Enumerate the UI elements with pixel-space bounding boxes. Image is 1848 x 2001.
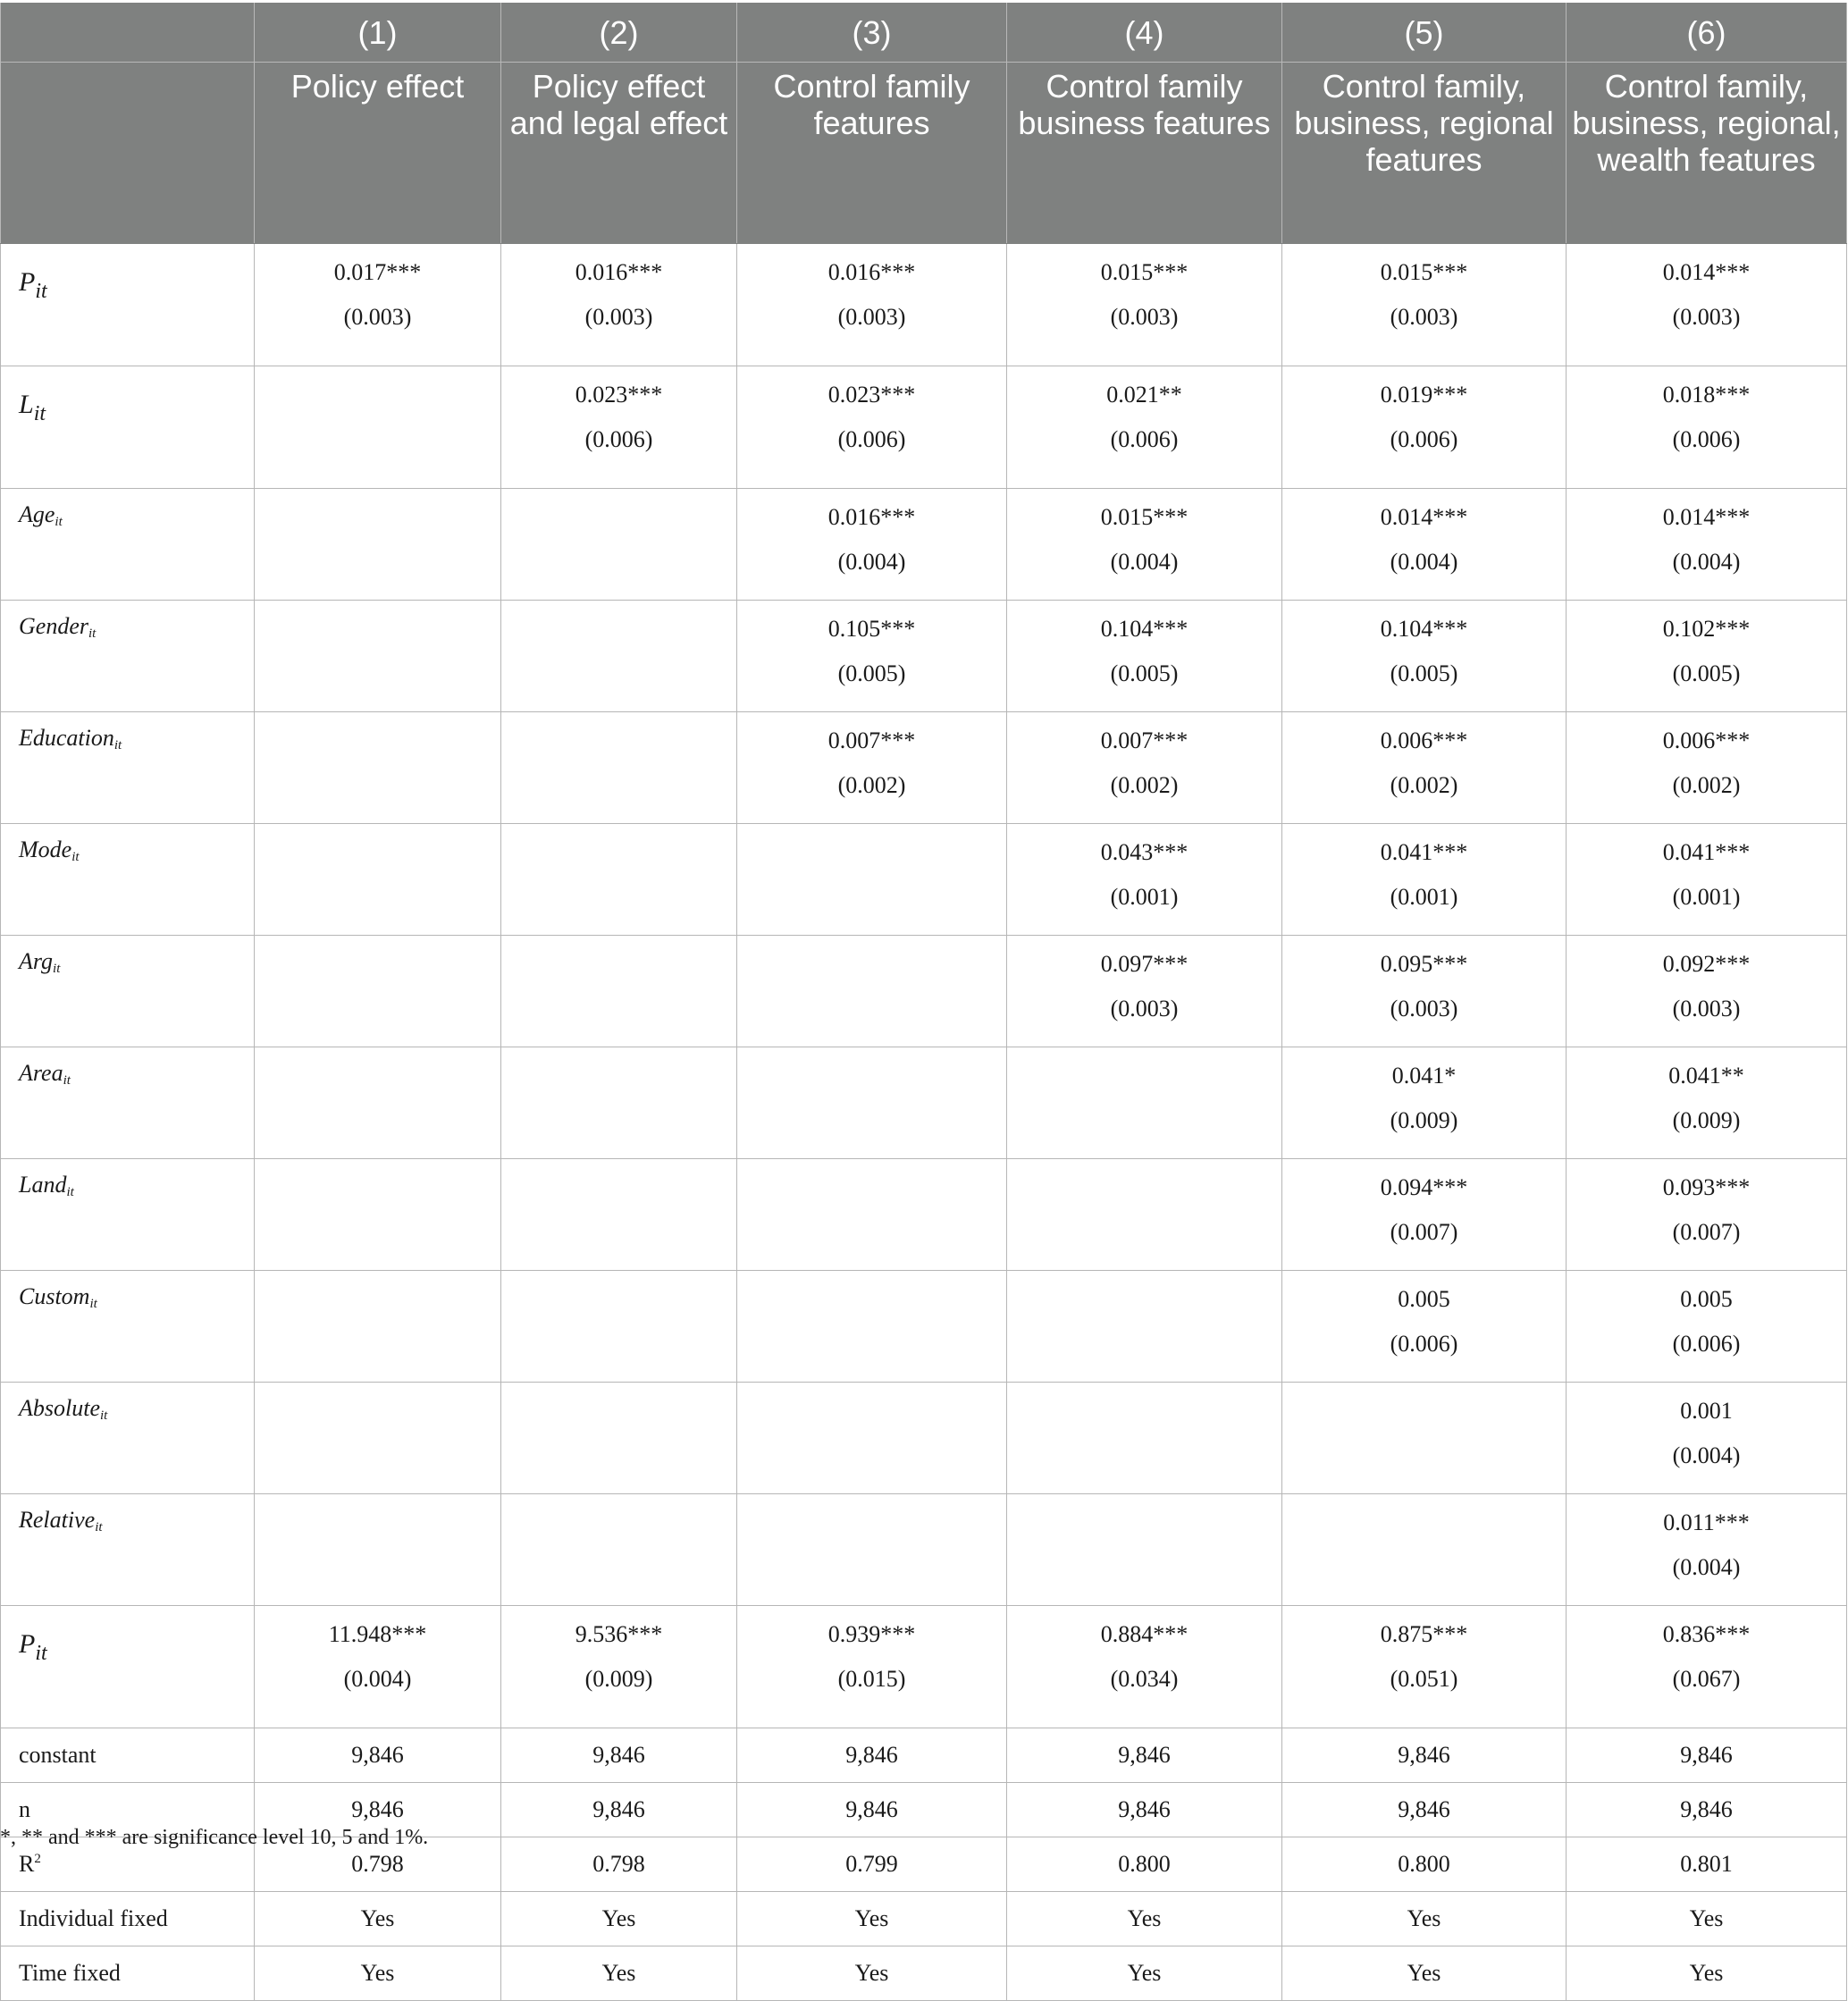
stat-cell: Yes (1282, 1892, 1567, 1946)
coefficient-cell (1282, 1047, 1567, 1159)
variable-base: L (19, 390, 34, 419)
variable-base: Gender (19, 613, 88, 639)
coefficient-estimate: 0.104*** (1380, 616, 1468, 642)
variable-name (1, 1494, 255, 1606)
row-label-text: n (19, 1796, 30, 1822)
stat-cell: 9,846 (1007, 1728, 1282, 1783)
coefficient-cell (1282, 489, 1567, 601)
variable-base: Relative (19, 1507, 96, 1533)
standard-error: (0.007) (1390, 1219, 1458, 1245)
table-row (1, 1606, 1847, 1728)
coefficient-cell (1007, 1047, 1282, 1159)
coefficient-cell (1007, 1271, 1282, 1383)
coefficient-estimate: 0.041* (1391, 1063, 1457, 1089)
standard-error: (0.006) (1110, 426, 1179, 452)
stat-cell: Yes (737, 1946, 1007, 2001)
table-row (1, 1946, 1847, 2001)
table-row (1, 1047, 1847, 1159)
coefficient-cell (501, 1383, 737, 1494)
coefficient-cell (255, 936, 501, 1047)
coefficient-cell (1567, 601, 1847, 712)
column-label: Control family, business, regional features (1282, 63, 1567, 244)
standard-error: (0.002) (1110, 772, 1179, 798)
coefficient-cell (1567, 1383, 1847, 1494)
table-header (1, 3, 1847, 244)
coefficient-estimate: 0.019*** (1380, 382, 1468, 408)
coefficient-cell (501, 366, 737, 489)
standard-error: (0.003) (837, 304, 906, 330)
coefficient-estimate: 0.023*** (575, 382, 663, 408)
standard-error: (0.003) (1672, 304, 1741, 330)
table-row (1, 712, 1847, 824)
stat-cell: Yes (255, 1892, 501, 1946)
standard-error: (0.004) (1672, 1442, 1741, 1468)
coefficient-estimate: 0.014*** (1662, 504, 1751, 530)
row-label (1, 1946, 255, 2001)
variable-base: Land (19, 1172, 67, 1198)
coefficient-estimate: 0.016*** (827, 504, 916, 530)
standard-error: (0.005) (837, 660, 906, 686)
stat-cell: 9,846 (737, 1728, 1007, 1783)
variable-base: Age (19, 501, 55, 527)
coefficient-estimate: 0.007*** (827, 727, 916, 753)
variable-base: Education (19, 725, 114, 751)
significance-footnote: *, ** and *** are significance level 10, 5 and 1%. (0, 1826, 429, 1849)
coefficient-cell (501, 1606, 737, 1728)
stat-cell: Yes (1007, 1892, 1282, 1946)
coefficient-cell (737, 601, 1007, 712)
coefficient-cell (255, 244, 501, 366)
column-number: (3) (737, 3, 1007, 63)
coefficient-cell (1007, 1383, 1282, 1494)
variable-subscript: it (35, 280, 47, 303)
stat-cell: Yes (255, 1946, 501, 2001)
coefficient-cell (1567, 712, 1847, 824)
column-number: (1) (255, 3, 501, 63)
coefficient-estimate: 0.092*** (1662, 951, 1751, 977)
variable-subscript: it (35, 1642, 47, 1665)
coefficient-cell (255, 366, 501, 489)
row-label-text: Time fixed (19, 1960, 121, 1986)
coefficient-cell (255, 1494, 501, 1606)
coefficient-cell (1567, 1271, 1847, 1383)
coefficient-cell (1007, 936, 1282, 1047)
coefficient-estimate: 0.097*** (1100, 951, 1189, 977)
coefficient-estimate: 0.007*** (1100, 727, 1189, 753)
coefficient-cell (737, 1047, 1007, 1159)
stat-cell: 0.798 (255, 1837, 501, 1892)
coefficient-cell (255, 601, 501, 712)
coefficient-cell (1007, 366, 1282, 489)
stat-cell: 0.800 (1282, 1837, 1567, 1892)
table-row (1, 1494, 1847, 1606)
standard-error: (0.006) (1672, 1331, 1741, 1357)
coefficient-cell (501, 936, 737, 1047)
variable-subscript: it (33, 402, 46, 425)
stat-cell: Yes (501, 1946, 737, 2001)
coefficient-estimate: 0.094*** (1380, 1174, 1468, 1200)
standard-error: (0.009) (1672, 1107, 1741, 1133)
stat-cell: Yes (1282, 1946, 1567, 2001)
table-row (1, 936, 1847, 1047)
standard-error: (0.005) (1390, 660, 1458, 686)
stat-cell: 0.800 (1007, 1837, 1282, 1892)
standard-error: (0.003) (1390, 304, 1458, 330)
variable-subscript: it (55, 515, 63, 529)
coefficient-cell (737, 1383, 1007, 1494)
coefficient-estimate: 0.095*** (1380, 951, 1468, 977)
column-number-row (1, 3, 1847, 63)
coefficient-cell (1567, 1606, 1847, 1728)
coefficient-cell (1567, 824, 1847, 936)
table-row (1, 824, 1847, 936)
regression-table (0, 3, 1847, 2001)
coefficient-cell (737, 1271, 1007, 1383)
standard-error: (0.004) (1672, 549, 1741, 575)
coefficient-cell (501, 1047, 737, 1159)
coefficient-estimate: 0.884*** (1100, 1621, 1189, 1647)
header-corner (1, 3, 255, 63)
coefficient-cell (1007, 1494, 1282, 1606)
coefficient-cell (1282, 601, 1567, 712)
table-row (1, 489, 1847, 601)
stat-cell: Yes (1567, 1892, 1847, 1946)
standard-error: (0.003) (584, 304, 653, 330)
table-row (1, 1728, 1847, 1783)
coefficient-cell (1007, 712, 1282, 824)
variable-subscript: it (113, 738, 122, 752)
standard-error: (0.004) (837, 549, 906, 575)
coefficient-estimate: 0.016*** (575, 259, 663, 285)
column-label: Policy effect (255, 63, 501, 244)
standard-error: (0.034) (1110, 1666, 1179, 1692)
standard-error: (0.006) (1390, 1331, 1458, 1357)
stat-cell: 9,846 (501, 1783, 737, 1837)
column-label: Policy effect and legal effect (501, 63, 737, 244)
coefficient-cell (737, 936, 1007, 1047)
stat-cell: 9,846 (1567, 1728, 1847, 1783)
coefficient-cell (1282, 1494, 1567, 1606)
table-row (1, 366, 1847, 489)
standard-error: (0.067) (1672, 1666, 1741, 1692)
coefficient-cell (737, 824, 1007, 936)
coefficient-estimate: 0.016*** (827, 259, 916, 285)
coefficient-estimate: 0.006*** (1662, 727, 1751, 753)
coefficient-cell (737, 366, 1007, 489)
stat-cell: Yes (501, 1892, 737, 1946)
coefficient-cell (1282, 1271, 1567, 1383)
coefficient-cell (501, 712, 737, 824)
column-number: (4) (1007, 3, 1282, 63)
variable-name (1, 489, 255, 601)
coefficient-estimate: 0.011*** (1663, 1509, 1750, 1535)
coefficient-cell (1007, 1159, 1282, 1271)
standard-error: (0.007) (1672, 1219, 1741, 1245)
standard-error: (0.009) (1390, 1107, 1458, 1133)
coefficient-cell (1282, 1383, 1567, 1494)
coefficient-cell (737, 1606, 1007, 1728)
coefficient-estimate: 0.043*** (1100, 839, 1189, 865)
variable-base: P (19, 1629, 36, 1659)
variable-name (1, 1606, 255, 1728)
coefficient-cell (1007, 824, 1282, 936)
coefficient-cell (1282, 1159, 1567, 1271)
coefficient-estimate: 0.017*** (333, 259, 422, 285)
coefficient-cell (1567, 1047, 1847, 1159)
column-label-row (1, 63, 1847, 244)
standard-error: (0.003) (1390, 996, 1458, 1022)
standard-error: (0.002) (1672, 772, 1741, 798)
variable-subscript: it (66, 1185, 74, 1199)
coefficient-cell (1567, 489, 1847, 601)
coefficient-estimate: 0.041*** (1380, 839, 1468, 865)
stat-cell: 9,846 (255, 1728, 501, 1783)
variable-subscript: it (63, 1073, 71, 1088)
standard-error: (0.006) (1390, 426, 1458, 452)
standard-error: (0.006) (584, 426, 653, 452)
standard-error: (0.015) (837, 1666, 906, 1692)
row-label-text: Individual fixed (19, 1905, 168, 1931)
table-row (1, 1271, 1847, 1383)
coefficient-cell (255, 1047, 501, 1159)
coefficient-cell (1567, 1494, 1847, 1606)
stat-cell: 9,846 (1007, 1783, 1282, 1837)
coefficient-cell (255, 712, 501, 824)
standard-error: (0.001) (1672, 884, 1741, 910)
coefficient-estimate: 0.041*** (1662, 839, 1751, 865)
stat-cell: 9,846 (255, 1783, 501, 1837)
coefficient-cell (1567, 936, 1847, 1047)
standard-error: (0.004) (343, 1666, 412, 1692)
standard-error: (0.004) (1390, 549, 1458, 575)
variable-base: Custom (19, 1283, 90, 1309)
standard-error: (0.003) (1672, 996, 1741, 1022)
coefficient-cell (255, 1159, 501, 1271)
variable-name (1, 1159, 255, 1271)
standard-error: (0.006) (1672, 426, 1741, 452)
coefficient-cell (255, 824, 501, 936)
variable-name (1, 366, 255, 489)
standard-error: (0.005) (1672, 660, 1741, 686)
stat-cell: 9,846 (1567, 1783, 1847, 1837)
coefficient-cell (1567, 1159, 1847, 1271)
coefficient-cell (1282, 244, 1567, 366)
variable-base: Area (19, 1060, 63, 1086)
coefficient-cell (1007, 601, 1282, 712)
standard-error: (0.009) (584, 1666, 653, 1692)
coefficient-cell (255, 1383, 501, 1494)
coefficient-cell (501, 1159, 737, 1271)
variable-subscript: it (89, 1297, 97, 1311)
column-label: Control family features (737, 63, 1007, 244)
coefficient-cell (737, 712, 1007, 824)
variable-name (1, 936, 255, 1047)
header-corner (1, 63, 255, 244)
standard-error: (0.003) (1110, 304, 1179, 330)
standard-error: (0.003) (343, 304, 412, 330)
standard-error: (0.002) (837, 772, 906, 798)
coefficient-estimate: 0.015*** (1100, 504, 1189, 530)
coefficient-cell (255, 1606, 501, 1728)
coefficient-cell (1282, 1606, 1567, 1728)
coefficient-estimate: 9.536*** (575, 1621, 663, 1647)
variable-name (1, 1047, 255, 1159)
standard-error: (0.001) (1110, 884, 1179, 910)
coefficient-estimate: 0.105*** (827, 616, 916, 642)
variable-base: Mode (19, 837, 72, 862)
stat-cell: 0.799 (737, 1837, 1007, 1892)
coefficient-estimate: 0.018*** (1662, 382, 1751, 408)
row-label-text: constant (19, 1742, 97, 1768)
column-number: (5) (1282, 3, 1567, 63)
standard-error: (0.005) (1110, 660, 1179, 686)
variable-base: Arg (19, 948, 54, 974)
stat-cell: 0.801 (1567, 1837, 1847, 1892)
coefficient-cell (1007, 244, 1282, 366)
coefficient-estimate: 11.948*** (328, 1621, 427, 1647)
coefficient-estimate: 0.875*** (1380, 1621, 1468, 1647)
row-label-superscript: 2 (34, 1852, 41, 1866)
variable-subscript: it (100, 1408, 108, 1423)
row-label (1, 1728, 255, 1783)
coefficient-cell (501, 1494, 737, 1606)
coefficient-estimate: 0.104*** (1100, 616, 1189, 642)
variable-name (1, 1271, 255, 1383)
coefficient-estimate: 0.836*** (1662, 1621, 1751, 1647)
table-row (1, 1383, 1847, 1494)
coefficient-cell (737, 489, 1007, 601)
row-label (1, 1892, 255, 1946)
variable-base: Absolute (19, 1395, 100, 1421)
variable-subscript: it (95, 1520, 103, 1534)
coefficient-estimate: 0.015*** (1380, 259, 1468, 285)
coefficient-cell (1007, 1606, 1282, 1728)
standard-error: (0.003) (1110, 996, 1179, 1022)
coefficient-cell (737, 1494, 1007, 1606)
coefficient-cell (1282, 712, 1567, 824)
variable-name (1, 712, 255, 824)
coefficient-estimate: 0.102*** (1662, 616, 1751, 642)
coefficient-estimate: 0.023*** (827, 382, 916, 408)
standard-error: (0.002) (1390, 772, 1458, 798)
coefficient-estimate: 0.014*** (1662, 259, 1751, 285)
coefficient-cell (1282, 824, 1567, 936)
coefficient-cell (1567, 366, 1847, 489)
variable-name (1, 244, 255, 366)
coefficient-cell (1282, 366, 1567, 489)
variable-name (1, 601, 255, 712)
variable-subscript: it (53, 962, 61, 976)
standard-error: (0.051) (1390, 1666, 1458, 1692)
coefficient-estimate: 0.939*** (827, 1621, 916, 1647)
column-number: (2) (501, 3, 737, 63)
coefficient-cell (1567, 244, 1847, 366)
row-label-text: R (19, 1851, 35, 1877)
variable-base: P (19, 267, 36, 297)
variable-subscript: it (88, 626, 97, 641)
stat-cell: Yes (1567, 1946, 1847, 2001)
standard-error: (0.006) (837, 426, 906, 452)
coefficient-cell (501, 1271, 737, 1383)
variable-subscript: it (71, 850, 80, 864)
coefficient-estimate: 0.006*** (1380, 727, 1468, 753)
table-row (1, 1159, 1847, 1271)
coefficient-estimate: 0.021** (1106, 382, 1182, 408)
coefficient-cell (501, 824, 737, 936)
column-label: Control family business features (1007, 63, 1282, 244)
coefficient-estimate: 0.001 (1680, 1398, 1733, 1424)
stat-cell: 9,846 (1282, 1728, 1567, 1783)
table-row (1, 244, 1847, 366)
coefficient-cell (501, 489, 737, 601)
stat-cell: Yes (1007, 1946, 1282, 2001)
coefficient-cell (255, 489, 501, 601)
coefficient-cell (1007, 489, 1282, 601)
coefficient-estimate: 0.005 (1398, 1286, 1450, 1312)
coefficient-cell (501, 601, 737, 712)
column-number: (6) (1567, 3, 1847, 63)
coefficient-estimate: 0.014*** (1380, 504, 1468, 530)
column-label: Control family, business, regional, wealth features (1567, 63, 1847, 244)
standard-error: (0.001) (1390, 884, 1458, 910)
stat-cell: 9,846 (737, 1783, 1007, 1837)
variable-name (1, 824, 255, 936)
coefficient-cell (255, 1271, 501, 1383)
stat-cell: 9,846 (501, 1728, 737, 1783)
table-row (1, 1892, 1847, 1946)
standard-error: (0.004) (1110, 549, 1179, 575)
coefficient-estimate: 0.093*** (1662, 1174, 1751, 1200)
stat-cell: Yes (737, 1892, 1007, 1946)
coefficient-cell (501, 244, 737, 366)
coefficient-cell (737, 244, 1007, 366)
coefficient-estimate: 0.015*** (1100, 259, 1189, 285)
standard-error: (0.004) (1672, 1554, 1741, 1580)
table-row (1, 601, 1847, 712)
coefficient-cell (737, 1159, 1007, 1271)
variable-name (1, 1383, 255, 1494)
coefficient-estimate: 0.005 (1680, 1286, 1733, 1312)
stat-cell: 9,846 (1282, 1783, 1567, 1837)
coefficient-estimate: 0.041** (1668, 1063, 1744, 1089)
stat-cell: 0.798 (501, 1837, 737, 1892)
coefficient-cell (1282, 936, 1567, 1047)
table-body (1, 244, 1847, 2001)
